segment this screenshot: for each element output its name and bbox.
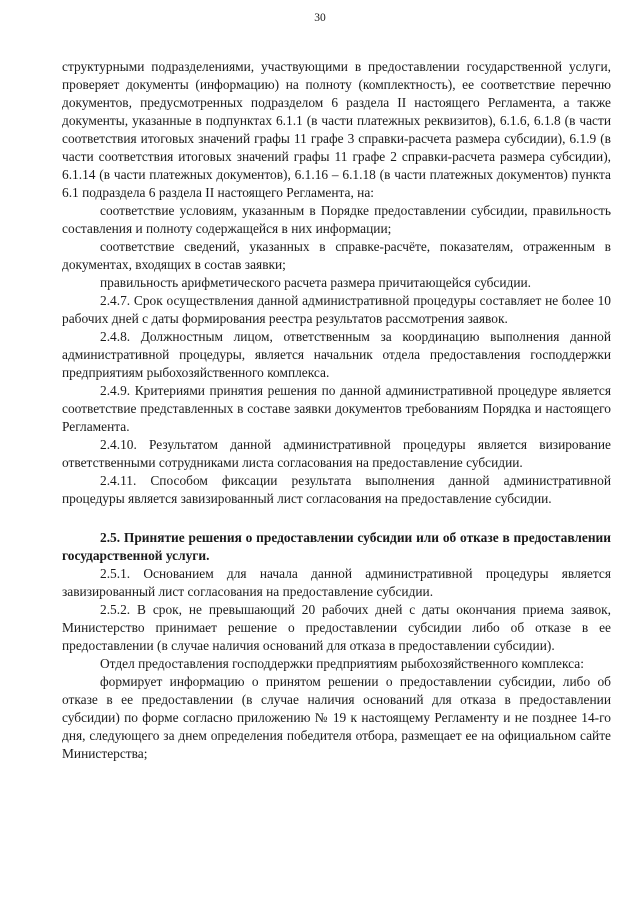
paragraph-2-4-8: 2.4.8. Должностным лицом, ответственным за координацию выполнения данной административной процедуры, является начальник отдела предоставления господдержки предприятиям рыбохозяйственного комплекса. bbox=[62, 329, 611, 380]
paragraph-department: Отдел предоставления господдержки предприятиям рыбохозяйственного комплекса: bbox=[100, 656, 584, 671]
paragraph-arithmetic-check: правильность арифметического расчета размера причитающейся субсидии. bbox=[100, 275, 532, 290]
paragraph-2-4-7: 2.4.7. Срок осуществления данной административной процедуры составляет не более 10 рабочих дней с даты формирования реестра результатов рассмотрения заявок. bbox=[62, 293, 611, 326]
paragraph-data-compliance: соответствие сведений, указанных в справке-расчёте, показателям, отраженным в документах, входящих в состав заявки; bbox=[62, 239, 611, 272]
page-body bbox=[62, 58, 611, 763]
paragraph-conditions-compliance: соответствие условиям, указанным в Порядке предоставлении субсидии, правильность составления и полноту содержащейся в них информации; bbox=[62, 203, 611, 236]
paragraph-2-5-1: 2.5.1. Основанием для начала данной административной процедуры является завизированный лист согласования на предоставление субсидии. bbox=[62, 566, 611, 599]
paragraph-inspection-intro: структурными подразделениями, участвующими в предоставлении государственной услуги, проверяет документы (информацию) на полноту (комплектность), ее соответствие перечню документов, предусмотренных подразделом 6 раздела II настоящего Регламента, а также документы, указанные в подпунктах 6.1.1 (в части платежных реквизитов), 6.1.6, 6.1.8 (в части соответствия итоговых значений графы 11 графе 3 справки-расчета размера субсидии), 6.1.9 (в части соответствия итоговых значений графы 11 графе 2 справки-расчета размера субсидии), 6.1.14 (в части платежных документов), 6.1.16 – 6.1.18 (в части платежных документов) пункта 6.1 подраздела 6 раздела II настоящего Регламента, на: bbox=[62, 59, 611, 200]
page-number: 30 bbox=[314, 12, 326, 24]
paragraph-decision-publication: формирует информацию о принятом решении о предоставлении субсидии, либо об отказе в ее предоставлении (в случае наличия оснований для отказа в предоставлении субсидии) по форме согласно приложению № 19 к настоящему Регламенту и не позднее 14-го дня, следующего за днем определения победителя отбора, размещает ее на официальном сайте Министерства; bbox=[62, 674, 611, 761]
paragraph-2-4-11: 2.4.11. Способом фиксации результата выполнения данной административной процедуры является завизированный лист согласования на предоставление субсидии. bbox=[62, 473, 611, 506]
section-heading-2-5: 2.5. Принятие решения о предоставлении субсидии или об отказе в предоставлении государственной услуги. bbox=[62, 530, 611, 563]
paragraph-2-4-10: 2.4.10. Результатом данной административной процедуры является визирование ответственными сотрудниками листа согласования на предоставление субсидии. bbox=[62, 437, 611, 470]
paragraph-2-5-2: 2.5.2. В срок, не превышающий 20 рабочих дней с даты окончания приема заявок, Министерство принимает решение о предоставлении субсидии либо об отказе в ее предоставлении (в случае наличия оснований для отказа в предоставлении субсидии). bbox=[62, 602, 611, 653]
paragraph-2-4-9: 2.4.9. Критериями принятия решения по данной административной процедуре является соответствие представленных в составе заявки документов требованиям Порядка и настоящего Регламента. bbox=[62, 383, 611, 434]
